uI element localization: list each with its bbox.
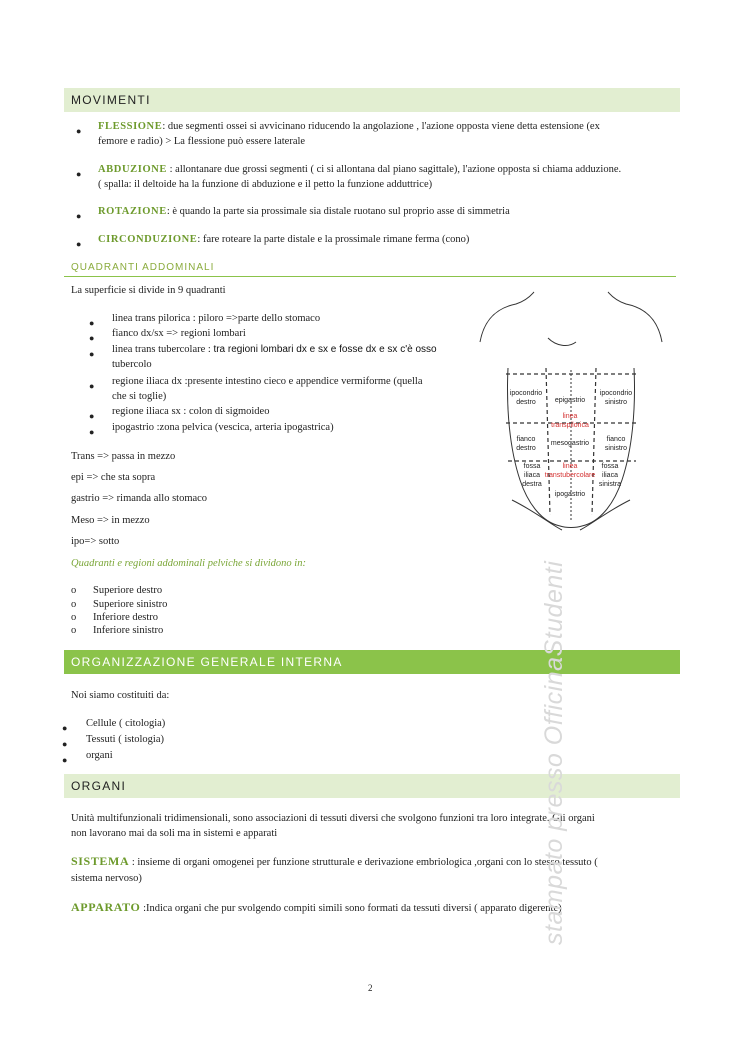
heading-text: MOVIMENTI bbox=[71, 93, 151, 107]
list-item: linea trans pilorica : piloro =>parte dello stomaco bbox=[112, 313, 321, 324]
sistema-definition bbox=[71, 854, 598, 869]
list-item bbox=[98, 162, 688, 177]
def-text: :Indica organi che pur svolgendo compiti simili sono formati da tessuti diversi ( apparato digerente) bbox=[140, 903, 562, 914]
pelvic-item: Inferiore destro bbox=[93, 612, 159, 623]
ipocondrio-sinistro-label: ipocondrio sinistro bbox=[599, 390, 633, 406]
bullet: ● bbox=[62, 755, 68, 765]
bullet: ● bbox=[76, 239, 82, 249]
list-item: Cellule ( citologia) bbox=[86, 718, 166, 729]
list-item: Tessuti ( istologia) bbox=[86, 734, 165, 745]
intro: Noi siamo costituiti da: bbox=[71, 690, 170, 701]
bullet: ● bbox=[89, 349, 95, 359]
section-heading-quadranti: QUADRANTI ADDOMINALI bbox=[71, 262, 215, 273]
section-heading-organizzazione bbox=[64, 650, 680, 674]
term: APPARATO bbox=[71, 900, 141, 914]
fianco-sinistro-label: fianco sinistro bbox=[604, 436, 628, 452]
list-item-cont: femore e radio) > La flessione può essere laterale bbox=[98, 136, 306, 147]
circle-bullet: o bbox=[71, 625, 77, 636]
watermark: stampato presso OfficinaStudenti bbox=[540, 560, 568, 945]
pelvic-title: Quadranti e regioni addominali pelviche si dividono in: bbox=[71, 558, 306, 569]
heading-text: ORGANI bbox=[71, 779, 127, 793]
list-item-cont: ( spalla: il deltoide ha la funzione di abduzione e il petto la funzione adduttrice) bbox=[98, 179, 433, 190]
item-text: linea trans tubercolare : bbox=[112, 344, 211, 355]
divider bbox=[64, 276, 676, 277]
term-line: Meso => in mezzo bbox=[71, 515, 150, 526]
term: CIRCONDUZIONE bbox=[98, 234, 198, 245]
fianco-destro-label: fianco destro bbox=[516, 436, 536, 452]
paragraph: Unità multifunzionali tridimensionali, sono associazioni di tessuti diversi che svolgono funzioni tra loro integrate. Gli organi bbox=[71, 813, 595, 824]
heading-text: ORGANIZZAZIONE GENERALE INTERNA bbox=[71, 655, 343, 669]
term: ROTAZIONE bbox=[98, 206, 167, 217]
term-line: ipo=> sotto bbox=[71, 536, 120, 547]
abdominal-regions-figure bbox=[476, 290, 666, 540]
term-line: gastrio => rimanda allo stomaco bbox=[71, 493, 208, 504]
term-line: epi => che sta sopra bbox=[71, 472, 156, 483]
list-item-cont: che si toglie) bbox=[112, 391, 167, 402]
ipocondrio-destro-label: ipocondrio destro bbox=[509, 390, 543, 406]
bullet: ● bbox=[89, 381, 95, 391]
sistema-cont: sistema nervoso) bbox=[71, 873, 142, 884]
pelvic-item: Inferiore sinistro bbox=[93, 625, 164, 636]
item-text: : è quando la parte sia prossimale sia distale ruotano sul proprio asse di simmetria bbox=[166, 206, 510, 217]
term-line: Trans => passa in mezzo bbox=[71, 451, 176, 462]
circle-bullet: o bbox=[71, 599, 77, 610]
item-highlight: tra regioni lombari dx e sx e fosse dx e sx c'è osso bbox=[213, 344, 437, 355]
item-text: : due segmenti ossei si avvicinano riducendo la angolazione , l'azione opposta viene detta estensione (ex bbox=[162, 121, 600, 132]
bullet: ● bbox=[89, 427, 95, 437]
list-item: ipogastrio :zona pelvica (vescica, arteria ipogastrica) bbox=[112, 422, 334, 433]
bullet: ● bbox=[62, 723, 68, 733]
item-text: : fare roteare la parte distale e la prossimale rimane ferma (cono) bbox=[197, 234, 470, 245]
fossa-iliaca-destra-label: fossa iliaca destra bbox=[522, 463, 542, 488]
bullet: ● bbox=[76, 211, 82, 221]
mesogastrio-label: mesogastrio bbox=[550, 440, 590, 447]
list-item bbox=[112, 342, 437, 357]
bullet: ● bbox=[89, 333, 95, 343]
term: SISTEMA bbox=[71, 854, 130, 868]
list-item: organi bbox=[86, 750, 113, 761]
pelvic-item: Superiore sinistro bbox=[93, 599, 168, 610]
list-item bbox=[98, 119, 680, 134]
term: FLESSIONE bbox=[98, 121, 163, 132]
term: ABDUZIONE bbox=[98, 164, 167, 175]
pelvic-item: Superiore destro bbox=[93, 585, 163, 596]
ipogastrio-label: ipogastrio bbox=[554, 491, 586, 498]
paragraph-cont: non lavorano mai da soli ma in sistemi e apparati bbox=[71, 828, 278, 839]
bullet: ● bbox=[89, 318, 95, 328]
page-number: 2 bbox=[368, 983, 373, 993]
right-shoulder-outline bbox=[608, 292, 662, 342]
circle-bullet: o bbox=[71, 612, 77, 623]
list-item bbox=[98, 204, 510, 219]
linea-transpilorica-label: linea transpilorica bbox=[551, 413, 589, 429]
item-text: : allontanare due grossi segmenti ( ci si allontana dal piano sagittale), l'azione opposta si chiama adduzione. bbox=[167, 164, 622, 175]
list-item-cont: tubercolo bbox=[112, 359, 152, 370]
circle-bullet: o bbox=[71, 585, 77, 596]
bullet: ● bbox=[89, 411, 95, 421]
bullet: ● bbox=[76, 169, 82, 179]
bullet: ● bbox=[62, 739, 68, 749]
chest-line bbox=[548, 338, 576, 345]
linea-transtubercolare-label: linea transtubercolare bbox=[544, 463, 596, 479]
epigastrio-label: epigastrio bbox=[554, 397, 586, 404]
left-shoulder-outline bbox=[480, 292, 534, 342]
def-text: : insieme di organi omogenei per funzione strutturale e derivazione embriologica ,organi con lo stesso tessuto ( bbox=[129, 857, 598, 868]
list-item: regione iliaca dx :presente intestino cieco e appendice vermiforme (quella bbox=[112, 376, 423, 387]
apparato-definition bbox=[71, 900, 562, 915]
section-heading-organi bbox=[64, 774, 680, 798]
section-heading-movimenti bbox=[64, 88, 680, 112]
list-item: regione iliaca sx : colon di sigmoideo bbox=[112, 406, 270, 417]
list-item bbox=[98, 232, 469, 247]
intro: La superficie si divide in 9 quadranti bbox=[71, 285, 226, 296]
list-item: fianco dx/sx => regioni lombari bbox=[112, 328, 246, 339]
bullet: ● bbox=[76, 126, 82, 136]
fossa-iliaca-sinistra-label: fossa iliaca sinistra bbox=[598, 463, 622, 488]
